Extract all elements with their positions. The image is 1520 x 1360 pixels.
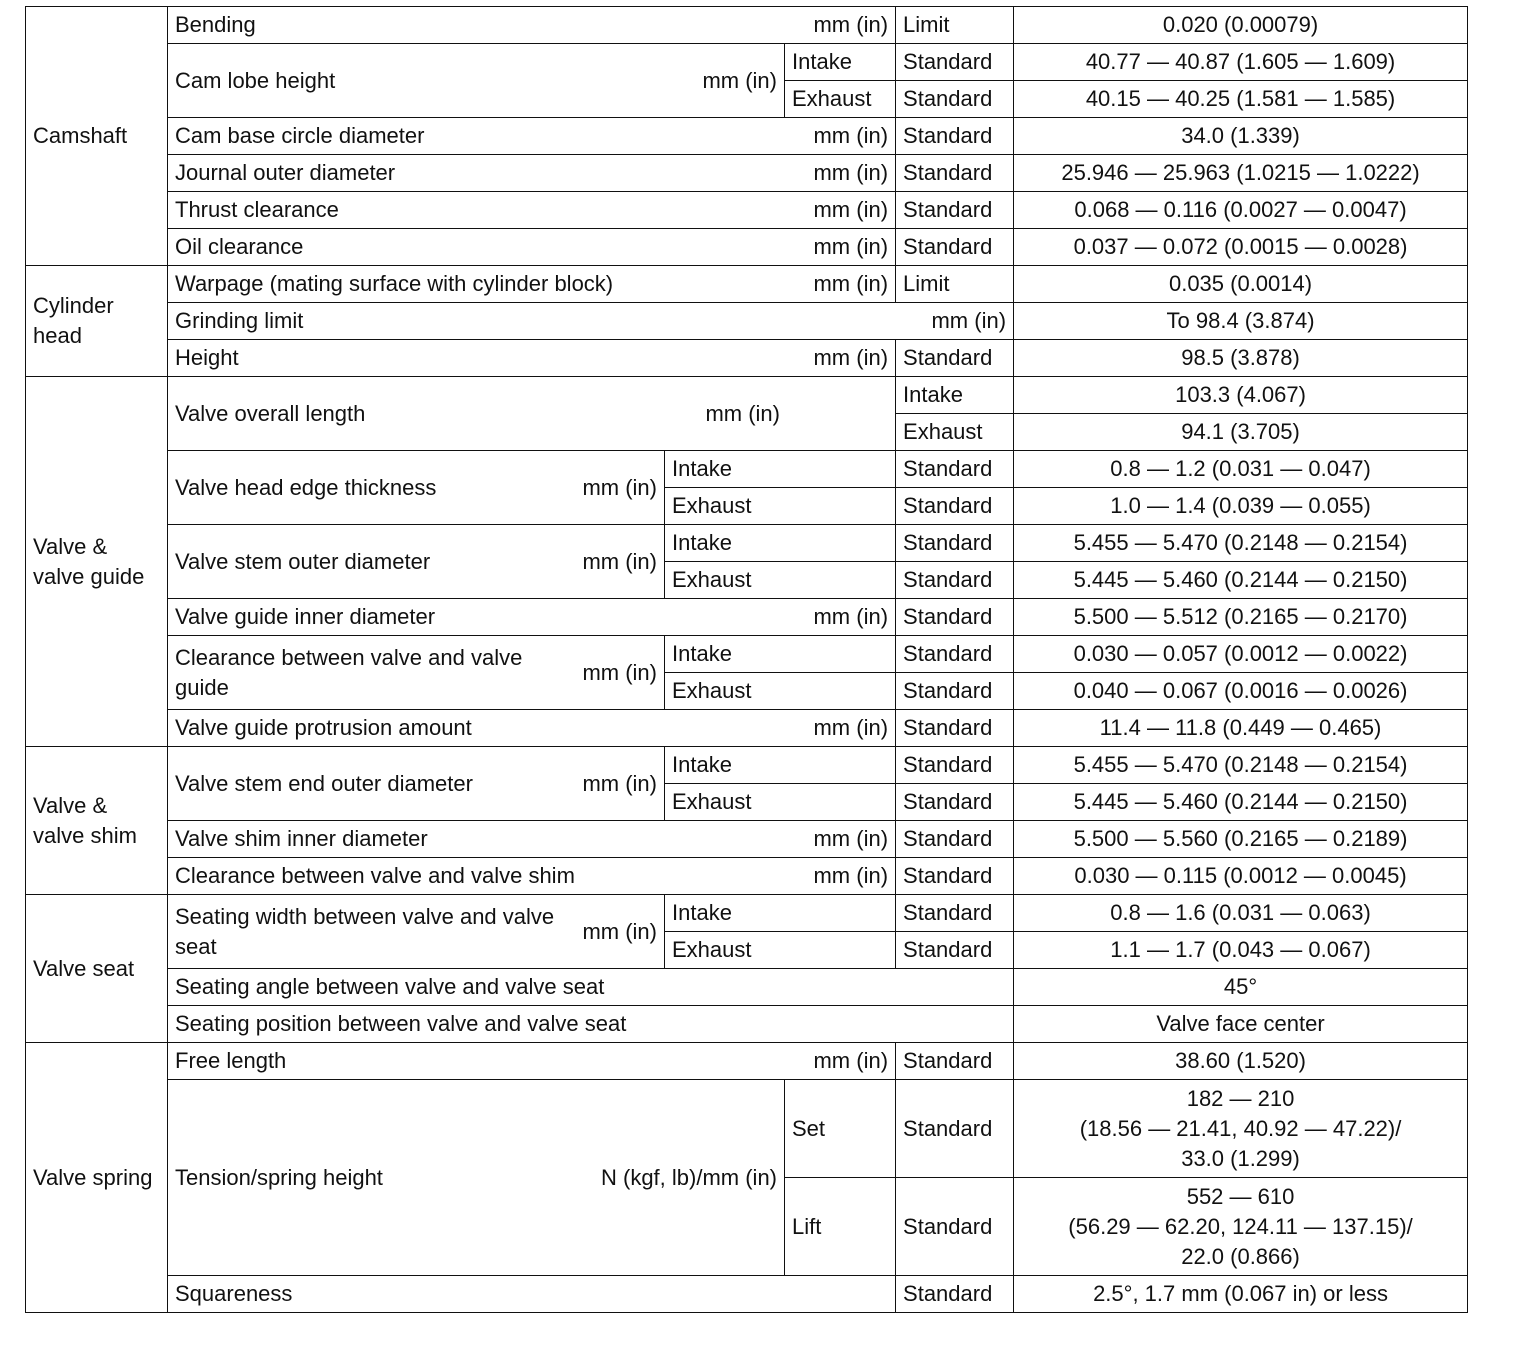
item-shim-clearance: Clearance between valve and valve shim: [175, 863, 575, 888]
group-camshaft: Camshaft: [26, 7, 168, 266]
value-free-length: 38.60 (1.520): [1014, 1043, 1468, 1080]
exhaust-label: Exhaust: [665, 673, 896, 710]
value-overall-length-exhaust: 94.1 (3.705): [1014, 414, 1468, 451]
value-warpage: 0.035 (0.0014): [1014, 266, 1468, 303]
value-head-edge-intake: 0.8 — 1.2 (0.031 — 0.047): [1014, 451, 1468, 488]
item-bending: Bending: [175, 12, 256, 37]
intake-label: Intake: [665, 636, 896, 673]
table-row: [26, 747, 1468, 784]
standard-label: Standard: [896, 673, 1014, 710]
table-row: [26, 155, 1468, 192]
unit-label: mm (in): [813, 715, 889, 740]
item-head-edge: Valve head edge thickness: [175, 474, 437, 500]
standard-label: Standard: [896, 895, 1014, 932]
item-squareness: Squareness: [168, 1276, 896, 1313]
item-free-length: Free length: [175, 1048, 287, 1073]
unit-label: mm (in): [705, 400, 780, 426]
limit-label: Limit: [896, 7, 1014, 44]
lift-label: Lift: [785, 1178, 896, 1276]
item-guide-id: Valve guide inner diameter: [175, 604, 436, 629]
standard-label: Standard: [896, 784, 1014, 821]
standard-label: Standard: [896, 229, 1014, 266]
value-seat-width-exhaust: 1.1 — 1.7 (0.043 — 0.067): [1014, 932, 1468, 969]
value-head-edge-exhaust: 1.0 — 1.4 (0.039 — 0.055): [1014, 488, 1468, 525]
table-row: [26, 1080, 1468, 1178]
group-valve-seat: Valve seat: [26, 895, 168, 1043]
value-stem-od-intake: 5.455 — 5.470 (0.2148 — 0.2154): [1014, 525, 1468, 562]
value-height: 98.5 (3.878): [1014, 340, 1468, 377]
table-row: [26, 636, 1468, 673]
intake-label: Intake: [665, 895, 896, 932]
unit-label: mm (in): [582, 918, 657, 944]
value-guide-clearance-intake: 0.030 — 0.057 (0.0012 — 0.0022): [1014, 636, 1468, 673]
value-seat-position: Valve face center: [1014, 1006, 1468, 1043]
group-valve-spring: Valve spring: [26, 1043, 168, 1313]
unit-label: mm (in): [813, 345, 889, 370]
table-row: [26, 451, 1468, 488]
value-squareness: 2.5°, 1.7 mm (0.067 in) or less: [1014, 1276, 1468, 1313]
intake-label: Intake: [665, 525, 896, 562]
item-oil-clearance: Oil clearance: [175, 234, 304, 259]
unit-label: mm (in): [582, 659, 657, 685]
item-stem-end-od: Valve stem end outer diameter: [175, 770, 473, 796]
table-row: [26, 710, 1468, 747]
value-journal: 25.946 — 25.963 (1.0215 — 1.0222): [1014, 155, 1468, 192]
table-row: [26, 599, 1468, 636]
exhaust-label: Exhaust: [665, 562, 896, 599]
item-protrusion: Valve guide protrusion amount: [175, 715, 472, 740]
standard-label: Standard: [896, 1043, 1014, 1080]
item-warpage: Warpage (mating surface with cylinder block): [175, 271, 614, 296]
group-cylinder-head: Cylinder head: [26, 266, 168, 377]
item-guide-clearance: Clearance between valve and valve guide: [175, 644, 523, 700]
table-row: [26, 1043, 1468, 1080]
standard-label: Standard: [896, 821, 1014, 858]
value-stem-od-exhaust: 5.445 — 5.460 (0.2144 — 0.2150): [1014, 562, 1468, 599]
value-seat-angle: 45°: [1014, 969, 1468, 1006]
item-stem-od: Valve stem outer diameter: [175, 548, 431, 574]
item-tension: Tension/spring height: [175, 1164, 383, 1190]
value-bending: 0.020 (0.00079): [1014, 7, 1468, 44]
exhaust-label: Exhaust: [896, 414, 1014, 451]
unit-label: mm (in): [813, 123, 889, 148]
unit-label: mm (in): [582, 770, 657, 796]
limit-label: Limit: [896, 266, 1014, 303]
standard-label: Standard: [896, 1080, 1014, 1178]
value-base-circle: 34.0 (1.339): [1014, 118, 1468, 155]
table-row: [26, 377, 1468, 414]
table-row: [26, 858, 1468, 895]
table-row: [26, 266, 1468, 303]
table-row: [26, 895, 1468, 932]
standard-label: Standard: [896, 44, 1014, 81]
exhaust-label: Exhaust: [785, 81, 896, 118]
item-shim-id: Valve shim inner diameter: [175, 826, 428, 851]
intake-label: Intake: [665, 451, 896, 488]
standard-label: Standard: [896, 155, 1014, 192]
value-grinding: To 98.4 (3.874): [1014, 303, 1468, 340]
standard-label: Standard: [896, 192, 1014, 229]
set-label: Set: [785, 1080, 896, 1178]
standard-label: Standard: [896, 562, 1014, 599]
item-overall-length: Valve overall length: [175, 400, 366, 426]
item-height: Height: [175, 345, 239, 370]
item-thrust: Thrust clearance: [175, 197, 339, 222]
table-row: [26, 192, 1468, 229]
value-tension-set: 182 — 210 (18.56 — 21.41, 40.92 — 47.22)/ 33.0 (1.299): [1014, 1080, 1468, 1178]
table-row: [26, 525, 1468, 562]
unit-label: mm (in): [813, 234, 889, 259]
standard-label: Standard: [896, 710, 1014, 747]
item-seat-angle: Seating angle between valve and valve seat: [168, 969, 1014, 1006]
table-row: [26, 969, 1468, 1006]
value-guide-clearance-exhaust: 0.040 — 0.067 (0.0016 — 0.0026): [1014, 673, 1468, 710]
value-shim-clearance: 0.030 — 0.115 (0.0012 — 0.0045): [1014, 858, 1468, 895]
unit-label: mm (in): [813, 604, 889, 629]
value-guide-id: 5.500 — 5.512 (0.2165 — 0.2170): [1014, 599, 1468, 636]
standard-label: Standard: [896, 932, 1014, 969]
exhaust-label: Exhaust: [665, 784, 896, 821]
value-shim-id: 5.500 — 5.560 (0.2165 — 0.2189): [1014, 821, 1468, 858]
item-grinding: Grinding limit: [175, 308, 304, 333]
value-cam-lobe-intake: 40.77 — 40.87 (1.605 — 1.609): [1014, 44, 1468, 81]
unit-label: mm (in): [931, 308, 1007, 333]
standard-label: Standard: [896, 340, 1014, 377]
value-oil-clearance: 0.037 — 0.072 (0.0015 — 0.0028): [1014, 229, 1468, 266]
unit-label-force: N (kgf, lb)/mm (in): [601, 1164, 777, 1190]
standard-label: Standard: [896, 747, 1014, 784]
group-valve-shim: Valve & valve shim: [26, 747, 168, 895]
intake-label: Intake: [785, 44, 896, 81]
unit-label: mm (in): [813, 197, 889, 222]
intake-label: Intake: [665, 747, 896, 784]
table-row: [26, 44, 1468, 81]
item-journal: Journal outer diameter: [175, 160, 396, 185]
unit-label: mm (in): [813, 1048, 889, 1073]
standard-label: Standard: [896, 1178, 1014, 1276]
unit-label: mm (in): [813, 863, 889, 888]
standard-label: Standard: [896, 118, 1014, 155]
unit-label: mm (in): [813, 160, 889, 185]
value-stem-end-exhaust: 5.445 — 5.460 (0.2144 — 0.2150): [1014, 784, 1468, 821]
value-cam-lobe-exhaust: 40.15 — 40.25 (1.581 — 1.585): [1014, 81, 1468, 118]
table-row: [26, 229, 1468, 266]
item-seat-position: Seating position between valve and valve seat: [168, 1006, 1014, 1043]
table-row: [26, 7, 1468, 44]
unit-label: mm (in): [813, 271, 889, 296]
standard-label: Standard: [896, 858, 1014, 895]
unit-label: mm (in): [582, 474, 657, 500]
unit-label: mm (in): [702, 67, 777, 93]
unit-label: mm (in): [813, 826, 889, 851]
standard-label: Standard: [896, 599, 1014, 636]
table-row: [26, 303, 1468, 340]
standard-label: Standard: [896, 636, 1014, 673]
standard-label: Standard: [896, 451, 1014, 488]
standard-label: Standard: [896, 1276, 1014, 1313]
value-seat-width-intake: 0.8 — 1.6 (0.031 — 0.063): [1014, 895, 1468, 932]
table-row: [26, 340, 1468, 377]
standard-label: Standard: [896, 525, 1014, 562]
standard-label: Standard: [896, 488, 1014, 525]
exhaust-label: Exhaust: [665, 932, 896, 969]
unit-label: mm (in): [813, 12, 889, 37]
table-row: [26, 118, 1468, 155]
group-valve-guide: Valve & valve guide: [26, 377, 168, 747]
value-tension-lift: 552 — 610 (56.29 — 62.20, 124.11 — 137.15)/ 22.0 (0.866): [1014, 1178, 1468, 1276]
item-seat-width: Seating width between valve and valve seat: [175, 903, 555, 959]
standard-label: Standard: [896, 81, 1014, 118]
table-row: [26, 1006, 1468, 1043]
value-overall-length-intake: 103.3 (4.067): [1014, 377, 1468, 414]
item-base-circle: Cam base circle diameter: [175, 123, 425, 148]
value-stem-end-intake: 5.455 — 5.470 (0.2148 — 0.2154): [1014, 747, 1468, 784]
intake-label: Intake: [896, 377, 1014, 414]
item-cam-lobe-height: Cam lobe height: [175, 67, 336, 93]
value-thrust: 0.068 — 0.116 (0.0027 — 0.0047): [1014, 192, 1468, 229]
value-protrusion: 11.4 — 11.8 (0.449 — 0.465): [1014, 710, 1468, 747]
exhaust-label: Exhaust: [665, 488, 896, 525]
table-row: [26, 1276, 1468, 1313]
spec-table: [25, 6, 1468, 1313]
unit-label: mm (in): [582, 548, 657, 574]
table-row: [26, 821, 1468, 858]
